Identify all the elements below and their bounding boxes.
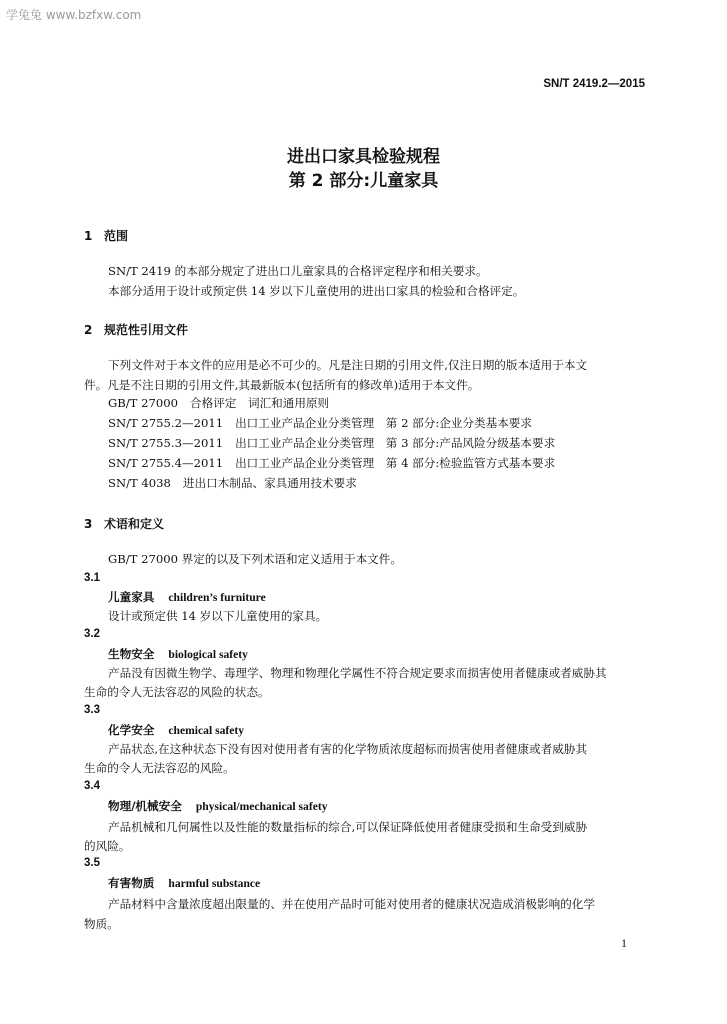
reference-item	[108, 415, 532, 431]
term-english: biological safety	[168, 648, 248, 661]
term-definition-continued: 的风险。	[84, 839, 131, 853]
reference-title: 进出口木制品、家具通用技术要求	[182, 476, 357, 490]
section-number: 2	[84, 323, 93, 337]
document-title: 进出口家具检验规程	[287, 147, 440, 167]
term-chinese: 生物安全	[108, 647, 155, 661]
section-3-heading	[84, 515, 164, 532]
section-title: 范围	[104, 229, 129, 243]
term-definition: 产品材料中含量浓度超出限量的、并在使用产品时可能对使用者的健康状况造成消极影响的化学	[108, 897, 595, 911]
term-english: children’s furniture	[168, 591, 266, 604]
term-english: harmful substance	[168, 877, 261, 890]
references-intro-line-2: 件。凡是不注日期的引用文件,其最新版本(包括所有的修改单)适用于本文件。	[84, 378, 480, 392]
terms-intro: GB/T 27000 界定的以及下列术语和定义适用于本文件。	[108, 552, 402, 566]
term-chinese: 有害物质	[108, 876, 155, 890]
standard-number: SN/T 2419.2—2015	[543, 78, 645, 90]
reference-title: 出口工业产品企业分类管理 第 4 部分:检验监管方式基本要求	[235, 456, 556, 470]
reference-item	[108, 395, 329, 411]
term-definition: 产品状态,在这种状态下没有因对使用者有害的化学物质浓度超标而损害使用者健康或者威胁其	[108, 742, 588, 756]
term-name	[108, 722, 244, 738]
reference-title: 合格评定 词汇和通用原则	[190, 396, 330, 410]
page-number: 1	[621, 936, 627, 950]
reference-code: SN/T 2755.3—2011	[108, 436, 224, 450]
reference-item	[108, 475, 357, 491]
term-chinese: 儿童家具	[108, 590, 155, 604]
scope-paragraph-1: SN/T 2419 的本部分规定了进出口儿童家具的合格评定程序和相关要求。	[108, 264, 488, 278]
section-title: 规范性引用文件	[104, 323, 189, 337]
reference-item	[108, 455, 555, 471]
reference-title: 出口工业产品企业分类管理 第 3 部分:产品风险分级基本要求	[235, 436, 556, 450]
term-definition: 设计或预定供 14 岁以下儿童使用的家具。	[108, 609, 328, 623]
reference-item	[108, 435, 555, 451]
term-number: 3.5	[84, 857, 100, 869]
reference-title: 出口工业产品企业分类管理 第 2 部分:企业分类基本要求	[235, 416, 532, 430]
watermark-text: 学兔兔 www.bzfxw.com	[6, 8, 142, 22]
reference-code: GB/T 27000	[108, 396, 178, 410]
term-number: 3.4	[84, 780, 100, 792]
term-english: physical/mechanical safety	[195, 800, 328, 813]
term-definition: 产品没有因微生物学、毒理学、物理和物理化学属性不符合规定要求而损害使用者健康或者威胁其	[108, 666, 607, 680]
scope-paragraph-2: 本部分适用于设计或预定供 14 岁以下儿童使用的进出口家具的检验和合格评定。	[108, 284, 525, 298]
term-number: 3.3	[84, 704, 100, 716]
term-english: chemical safety	[168, 724, 245, 737]
term-chinese: 物理/机械安全	[108, 799, 182, 813]
reference-code: SN/T 2755.2—2011	[108, 416, 224, 430]
term-name	[108, 875, 260, 891]
term-definition: 产品机械和几何属性以及性能的数量指标的综合,可以保证降低使用者健康受损和生命受到威胁	[108, 820, 588, 834]
term-definition-continued: 物质。	[84, 917, 119, 931]
term-definition-continued: 生命的令人无法容忍的风险的状态。	[84, 685, 270, 699]
references-intro-line-1: 下列文件对于本文件的应用是必不可少的。凡是注日期的引用文件,仅注日期的版本适用于本文	[108, 358, 588, 372]
section-number: 3	[84, 517, 93, 531]
term-number: 3.1	[84, 572, 100, 584]
term-number: 3.2	[84, 628, 100, 640]
section-title: 术语和定义	[104, 517, 165, 531]
section-2-heading	[84, 321, 188, 338]
term-name	[108, 798, 328, 814]
reference-code: SN/T 4038	[108, 476, 171, 490]
term-definition-continued: 生命的令人无法容忍的风险。	[84, 761, 235, 775]
document-subtitle: 第 2 部分:儿童家具	[288, 171, 439, 191]
term-chinese: 化学安全	[108, 723, 155, 737]
section-1-heading	[84, 227, 128, 244]
term-name	[108, 646, 248, 662]
reference-code: SN/T 2755.4—2011	[108, 456, 224, 470]
section-number: 1	[84, 229, 93, 243]
term-name	[108, 589, 266, 605]
